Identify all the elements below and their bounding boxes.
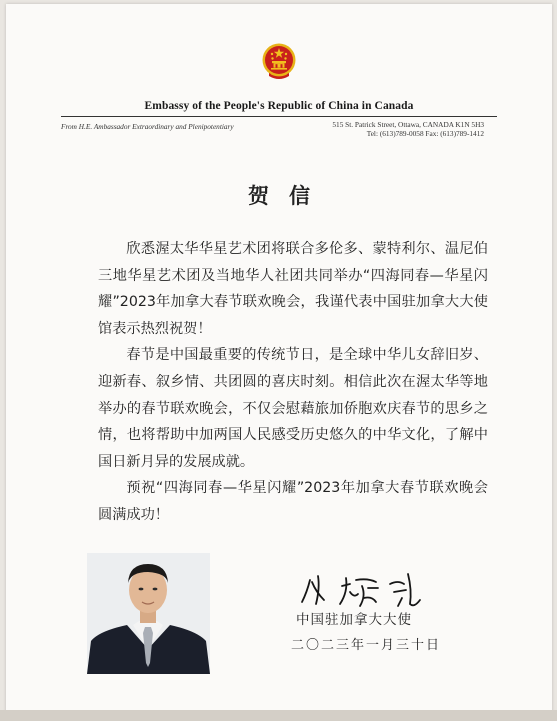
letter-title: 贺信 bbox=[248, 184, 330, 208]
letter-date: 二〇二三年一月三十日 bbox=[291, 638, 442, 653]
phone-fax-line: Tel: (613)789-0058 Fax: (613)789-1412 bbox=[366, 128, 484, 138]
ambassador-portrait bbox=[87, 553, 210, 674]
letter-paragraph: 预祝“四海同春—华星闪耀”2023年加拿大春节联欢晚会圆满成功！ bbox=[98, 480, 488, 523]
header-divider bbox=[61, 116, 497, 117]
sender-line: From H.E. Ambassador Extraordinary and Plenipotentiary bbox=[61, 122, 234, 131]
national-emblem-icon bbox=[261, 42, 297, 80]
letter-page bbox=[6, 4, 552, 716]
letter-body bbox=[98, 236, 488, 529]
letter-paragraph: 春节是中国最重要的传统节日，是全球中华儿女辞旧岁、迎新春、叙乡情、共团圆的喜庆时刻。相信此次在渥太华等地举办的春节联欢晚会，不仅会慰藉旅加侨胞欢庆春节的思乡之情，也将帮助中加两国人民感受历史悠久的中华文化，了解中国日新月异的发展成就。 bbox=[98, 347, 488, 470]
page-footer-band bbox=[0, 710, 557, 721]
letter-paragraph: 欣悉渥太华华星艺术团将联合多伦多、蒙特利尔、温尼伯三地华星艺术团及当地华人社团共同举办“四海同春—华星闪耀”2023年加拿大春节联欢晚会，我谨代表中国驻加拿大大使馆表示热烈祝贺！ bbox=[98, 241, 488, 337]
ambassador-signature bbox=[298, 570, 436, 610]
embassy-name: Embassy of the People's Republic of China in Canada bbox=[144, 100, 414, 112]
embassy-address bbox=[332, 121, 484, 138]
address-line: 515 St. Patrick Street, Ottawa, CANADA K1N 5H3 bbox=[332, 120, 484, 129]
signer-title: 中国驻加拿大大使 bbox=[296, 612, 412, 628]
